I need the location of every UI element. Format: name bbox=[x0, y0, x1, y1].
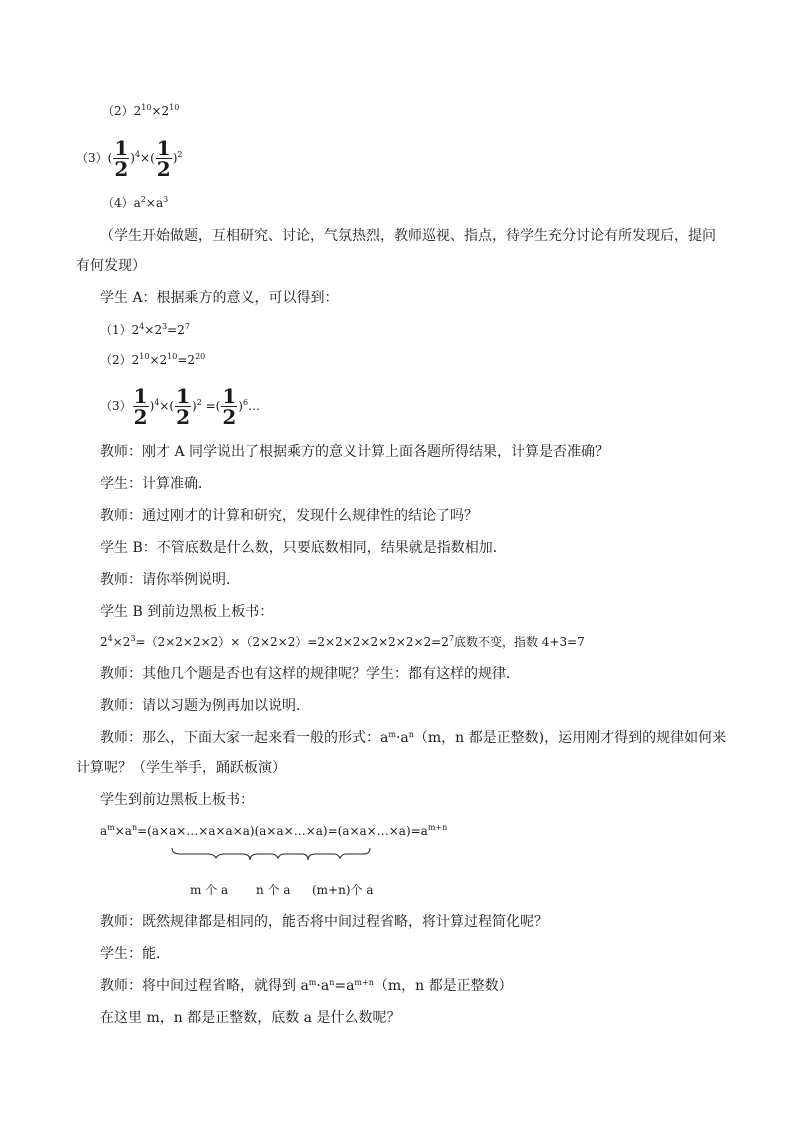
fraction-half: $\frac{1}{2}$ bbox=[114, 136, 129, 181]
teacher-line-4: 教师：其他几个题是否也有这样的规律呢？学生：都有这样的规律． bbox=[100, 666, 520, 682]
brace-mn bbox=[308, 848, 370, 860]
teacher-line-3: 教师：请你举例说明． bbox=[100, 572, 240, 588]
exercise-4: $(4)a^2\times a^3$ bbox=[102, 195, 169, 210]
teacher-line-8: 教师：将中间过程省略，就得到 $a^m\cdot a^n=a^{m+n}(m$，n 都是正整数） bbox=[100, 978, 513, 994]
teacher-line-5: 教师：请以习题为例再加以说明． bbox=[100, 698, 310, 714]
brace-m bbox=[172, 848, 250, 860]
fraction-half: $\frac{1}{2}$ bbox=[176, 384, 191, 429]
fraction-half: $\frac{1}{2}$ bbox=[222, 384, 237, 429]
board-equation-1: $2^4\times 2^3=(2\times 2\times 2\times 2)\times(2\times 2\times 2)=2\times 2\times 2\times 2\times 2\times 2\times 2=2^7$底数不变，指数 4+3=7 bbox=[100, 634, 585, 649]
student-line-1: 学生：计算准确． bbox=[100, 476, 212, 492]
teacher-line-6: 教师：那么，下面大家一起来看一般的形式：$a^m\cdot a^n(m$，n 都是正整数)，运用刚才得到的规律如何来 bbox=[100, 730, 727, 746]
answer-3: （3） $\frac{1}{2}$ )$^4$×( $\frac{1}{2}$ )$^2$ =( $\frac{1}{2}$ )$^6$… bbox=[100, 384, 261, 429]
answer-1: $(1)2^4\times 2^3=2^7$ bbox=[100, 322, 190, 337]
brace-label-n: n 个 a bbox=[256, 883, 291, 897]
fraction-half: $\frac{1}{2}$ bbox=[156, 136, 171, 181]
paragraph-start: （学生开始做题，互相研究、讨论，气氛热烈，教师巡视、指点，待学生充分讨论有所发现后，提问 bbox=[100, 228, 716, 244]
student-b-board: 学生 B 到前边黑板上板书： bbox=[100, 604, 274, 620]
answer-2: $(2)2^{10}\times 2^{10}=2^{20}$ bbox=[100, 352, 206, 367]
board-equation-2: $a^m\times a^n=(a\times a\times\dots\times a\times a\times a)(a\times a\times\dots\times a)=(a\times a\times\dots\times a)=a^{m+n}$ bbox=[100, 823, 448, 838]
student-b-line: 学生 B：不管底数是什么数，只要底数相同，结果就是指数相加． bbox=[100, 540, 507, 556]
paragraph-start-cont: 有何发现） bbox=[76, 258, 146, 274]
exercise-2: $(2)2^{10}\times 2^{10}$ bbox=[102, 103, 180, 118]
brace-label-mn: (m+n)个 a bbox=[312, 883, 374, 897]
student-line-3: 学生：能． bbox=[100, 946, 170, 962]
teacher-line-1: 教师：刚才 A 同学说出了根据乘方的意义计算上面各题所得结果，计算是否准确？ bbox=[100, 444, 610, 460]
underbraces bbox=[170, 846, 380, 870]
last-line: 在这里 m，n 都是正整数，底数 a 是什么数呢？ bbox=[100, 1010, 401, 1026]
fraction-half: $\frac{1}{2}$ bbox=[133, 384, 148, 429]
student-a: 学生 A：根据乘方的意义，可以得到： bbox=[100, 290, 339, 306]
teacher-line-7: 教师：既然规律都是相同的，能否将中间过程省略，将计算过程简化呢？ bbox=[100, 914, 548, 930]
brace-label-m: m 个 a bbox=[190, 883, 229, 897]
student-board-2: 学生到前边黑板上板书： bbox=[100, 792, 254, 808]
exercise-3: （3）( $\frac{1}{2}$ )$^4$×( $\frac{1}{2}$ )$^2$ bbox=[76, 136, 183, 181]
brace-n bbox=[250, 854, 308, 860]
teacher-line-6-cont: 计算呢？（学生举手，踊跃板演） bbox=[76, 760, 286, 776]
teacher-line-2: 教师：通过刚才的计算和研究，发现什么规律性的结论了吗？ bbox=[100, 508, 478, 524]
